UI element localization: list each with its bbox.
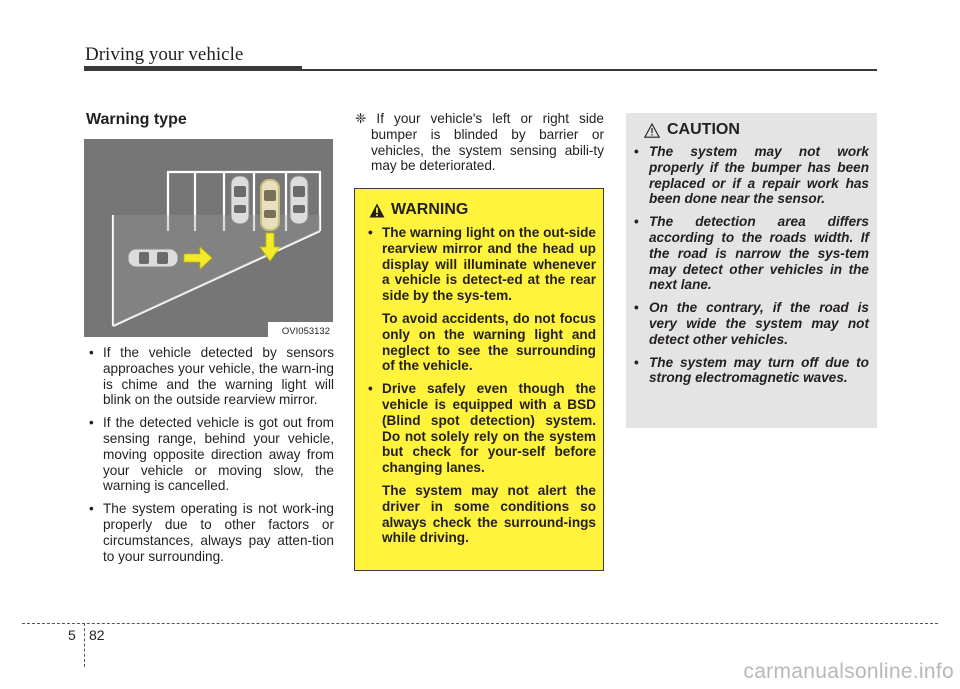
chapter-number: 5: [68, 627, 76, 643]
figure-code: OVI053132: [281, 326, 330, 337]
parking-illustration: [84, 139, 333, 337]
caution-heading: [644, 121, 869, 139]
page-header-title: Driving your vehicle: [85, 44, 244, 65]
warning-paragraph: • Drive safely even though the vehicle is equipped with a BSD (Blind spot detection) system. Do not solely rely on the system but check for your-self before changing lanes.: [382, 381, 596, 476]
warning-paragraph: To avoid accidents, do not focus only on the warning light and neglect to see the surrounding of the vehicle.: [382, 310, 596, 374]
list-item: • If the vehicle detected by sensors approaches your vehicle, the warn-ing is chime and the warning light will blink on the outside rearview mirror.: [86, 345, 334, 408]
page-number: 82: [89, 627, 105, 643]
caution-triangle-icon: [644, 123, 660, 138]
warning-paragraph: The system may not alert the driver in some conditions so always check the surround-ings while driving.: [382, 482, 596, 546]
header-rule: [302, 69, 877, 71]
warning-list: [367, 225, 596, 546]
list-item: • The system may not work properly if the bumper has been replaced or if a repair work has been done near the sensor.: [634, 144, 869, 207]
list-item: • The system operating is not work-ing properly due to other factors or circumstances, always pay atten-tion to your surrounding.: [86, 501, 334, 564]
caution-list: [634, 144, 869, 386]
caution-box: [626, 113, 877, 428]
own-vehicle: [261, 180, 279, 230]
warning-paragraph: • The warning light on the out-side rearview mirror and the head up display will illuminate whenever a vehicle is detect-ed at the rear side by the sys-tem.: [382, 225, 596, 304]
footer-rule: [22, 623, 938, 624]
warning-box: [354, 188, 604, 571]
warning-triangle-icon: [369, 203, 385, 218]
note-text: ❈ If your vehicle's left or right side bumper is blinded by barrier or vehicles, the system sensing abili-ty may be deteriorated.: [355, 111, 604, 174]
description-list: [86, 345, 334, 571]
caution-title: CAUTION: [667, 121, 740, 138]
list-item: [367, 225, 596, 374]
list-item: • If the detected vehicle is got out from sensing range, behind your vehicle, moving opposite direction away from your vehicle or moving slow, the warning is cancelled.: [86, 415, 334, 494]
header-bar: [84, 66, 302, 71]
watermark-text: carmanualsonline.info: [743, 660, 954, 683]
warning-heading: [369, 201, 596, 219]
warning-title: WARNING: [391, 201, 469, 218]
list-item: [367, 381, 596, 546]
footer-divider: [84, 623, 85, 667]
list-item: • The detection area differs according to the roads width. If the road is narrow the sys-tem may detect other vehicles in the next lane.: [634, 214, 869, 293]
section-heading: Warning type: [86, 111, 187, 128]
parked-car-right: [290, 176, 308, 224]
approaching-vehicle: [128, 249, 178, 267]
parked-car-left: [231, 176, 249, 224]
list-item: • The system may turn off due to strong electromagnetic waves.: [634, 355, 869, 387]
list-item: • On the contrary, if the road is very wide the system may not detect other vehicles.: [634, 300, 869, 347]
